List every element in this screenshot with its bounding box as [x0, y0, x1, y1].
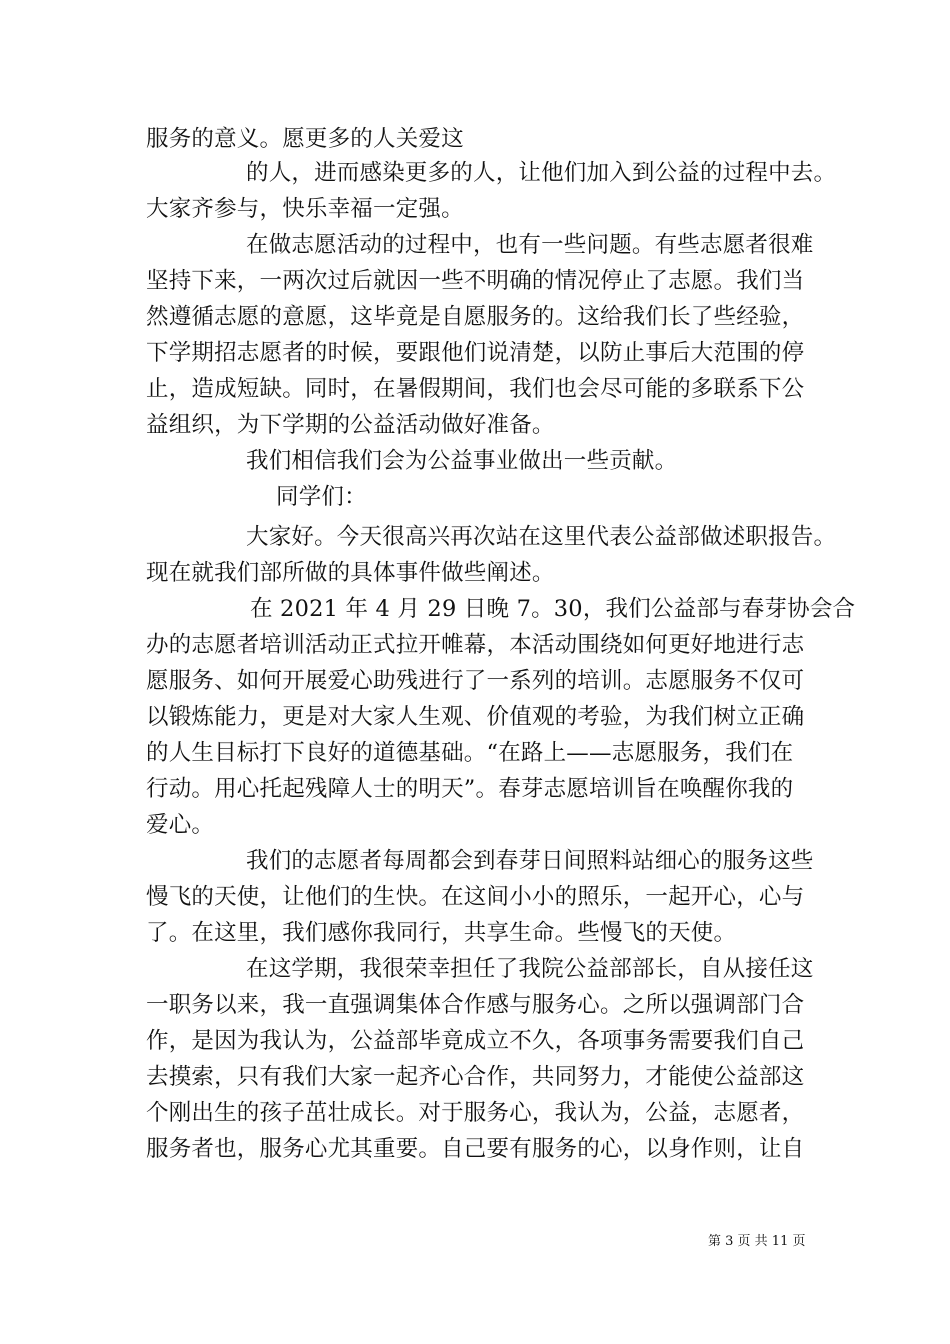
- text-line: 的人生目标打下良好的道德基础。“在路上——志愿服务，我们在: [146, 740, 794, 766]
- text-line: 愿服务、如何开展爱心助残进行了一系列的培训。志愿服务不仅可: [146, 668, 805, 694]
- text-line: 去摸索，只有我们大家一起齐心合作，共同努力，才能使公益部这: [146, 1064, 805, 1090]
- text-line: 益组织，为下学期的公益活动做好准备。: [146, 412, 555, 438]
- text-line: 服务者也，服务心尤其重要。自己要有服务的心，以身作则，让自: [146, 1136, 805, 1162]
- text-line: 办的志愿者培训活动正式拉开帷幕，本活动围绕如何更好地进行志: [146, 632, 805, 658]
- text-line: 在做志愿活动的过程中，也有一些问题。有些志愿者很难: [246, 232, 814, 258]
- text-line: 一职务以来，我一直强调集体合作感与服务心。之所以强调部门合: [146, 992, 805, 1018]
- text-line: 慢飞的天使，让他们的生快。在这间小小的照乐，一起开心，心与: [146, 884, 805, 910]
- text-line: 行动。用心托起残障人士的明天”。春芽志愿培训旨在唤醒你我的: [146, 776, 794, 802]
- text-line: 了。在这里，我们感你我同行，共享生命。些慢飞的天使。: [146, 920, 737, 946]
- text-line: 下学期招志愿者的时候，要跟他们说清楚，以防止事后大范围的停: [146, 340, 805, 366]
- text-line: 止，造成短缺。同时，在暑假期间，我们也会尽可能的多联系下公: [146, 376, 805, 402]
- text-line: 服务的意义。愿更多的人关爱这: [146, 126, 464, 152]
- text-line: 我们相信我们会为公益事业做出一些贡献。: [246, 448, 678, 474]
- text-line: 以锻炼能力，更是对大家人生观、价值观的考验，为我们树立正确: [146, 704, 805, 730]
- text-line: 我们的志愿者每周都会到春芽日间照料站细心的服务这些: [246, 848, 814, 874]
- page-footer: 第 3 页 共 11 页: [708, 1234, 806, 1249]
- text-line: 个刚出生的孩子茁壮成长。对于服务心，我认为，公益，志愿者，: [146, 1100, 805, 1126]
- text-line: 在这学期，我很荣幸担任了我院公益部部长，自从接任这: [246, 956, 814, 982]
- text-line: 坚持下来，一两次过后就因一些不明确的情况停止了志愿。我们当: [146, 268, 805, 294]
- text-line: 现在就我们部所做的具体事件做些阐述。: [146, 560, 555, 586]
- text-line: 然遵循志愿的意愿，这毕竟是自愿服务的。这给我们长了些经验，: [146, 304, 805, 330]
- text-line: 爱心。: [146, 812, 215, 838]
- text-line: 同学们：: [276, 484, 367, 510]
- text-line: 作，是因为我认为，公益部毕竟成立不久，各项事务需要我们自己: [146, 1028, 805, 1054]
- text-line: 在 2021 年 4 月 29 日晚 7。30，我们公益部与春芽协会合: [250, 596, 856, 622]
- text-line: 大家好。今天很高兴再次站在这里代表公益部做述职报告。: [246, 524, 837, 550]
- text-line: 的人，进而感染更多的人，让他们加入到公益的过程中去。: [246, 160, 837, 186]
- text-line: 大家齐参与，快乐幸福一定强。: [146, 196, 464, 222]
